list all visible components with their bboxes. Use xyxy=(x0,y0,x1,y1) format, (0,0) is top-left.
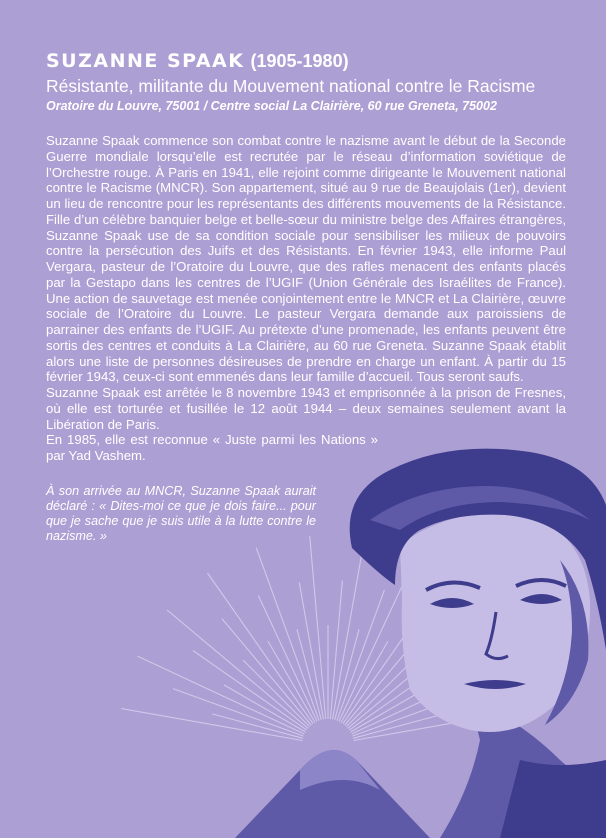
sun-ray xyxy=(256,548,319,721)
person-role: Résistante, militante du Mouvement national contre le Racisme xyxy=(46,76,536,96)
sun-ray xyxy=(167,610,308,728)
quote: À son arrivée au MNCR, Suzanne Spaak aurait déclaré : « Dites-moi ce que je dois faire... pour que je sache que je suis utile à la lutte contre le nazisme. » xyxy=(46,483,316,544)
person-years: (1905-1980) xyxy=(250,51,349,71)
biography xyxy=(46,133,566,464)
sun-ray xyxy=(310,536,326,719)
sun-ray xyxy=(138,656,305,734)
header xyxy=(46,44,566,73)
person-name: SUZANNE SPAAK xyxy=(46,50,245,72)
article xyxy=(46,44,566,545)
sun-ray xyxy=(208,573,314,724)
sun-ray xyxy=(346,660,413,727)
sun-ray xyxy=(333,538,365,719)
location-line: Oratoire du Louvre, 75001 / Centre social La Clairière, 60 rue Greneta, 75002 xyxy=(46,99,497,113)
sun-ray xyxy=(121,709,302,741)
sun-ray xyxy=(243,660,310,727)
biography-paragraph: En 1985, elle est reconnue « Juste parmi les Nations » par Yad Vashem. xyxy=(46,432,378,463)
biography-paragraph: Suzanne Spaak commence son combat contre le nazisme avant le début de la Seconde Guerre mondiale lorsqu’elle est recrutée par le réseau d’information soviétique de l’Orchestre rouge. À Paris en 1941, elle rejoint comme dirigeante le Mouvement national contre le Racisme (MNCR). Son appartement, situé au 9 rue de Beaujolais (1er), devient un lieu de rencontre pour les représentants des différents mouvements de la Résistance. Fille d’un célèbre banquier belge et belle-sœur du ministre belge des Affaires étrangères, Suzanne Spaak use de sa condition sociale pour sensibiliser les milieux de pouvoirs contre la persécution des Juifs et des Résistants. En février 1943, elle informe Paul Vergara, pasteur de l’Oratoire du Louvre, que des rafles menacent des enfants placés par la Gestapo dans les centres de l’UGIF (Union Générale des Israélites de France). Une action de sauvetage est menée conjointement entre le MNCR et La Clairière, œuvre sociale de l’Oratoire du Louvre. Le pasteur Vergara demande aux paroissiens de parrainer des enfants de l’UGIF. Au prétexte d’une promenade, les enfants peuvent être sortis des centres et conduits à La Clairière, au 60 rue Greneta. Suzanne Spaak établit alors une liste de personnes désireuses de prendre en charge un enfant. À partir du 15 février 1943, ceux-ci sont emmenés dans leur famille d’accueil. Tous seront saufs. xyxy=(46,133,566,385)
biography-paragraph: Suzanne Spaak est arrêtée le 8 novembre 1943 et emprisonnée à la prison de Fresnes, où elle est torturée et fusillée le 12 août 1944 – deux semaines seulement avant la Libération de Paris. xyxy=(46,385,566,432)
